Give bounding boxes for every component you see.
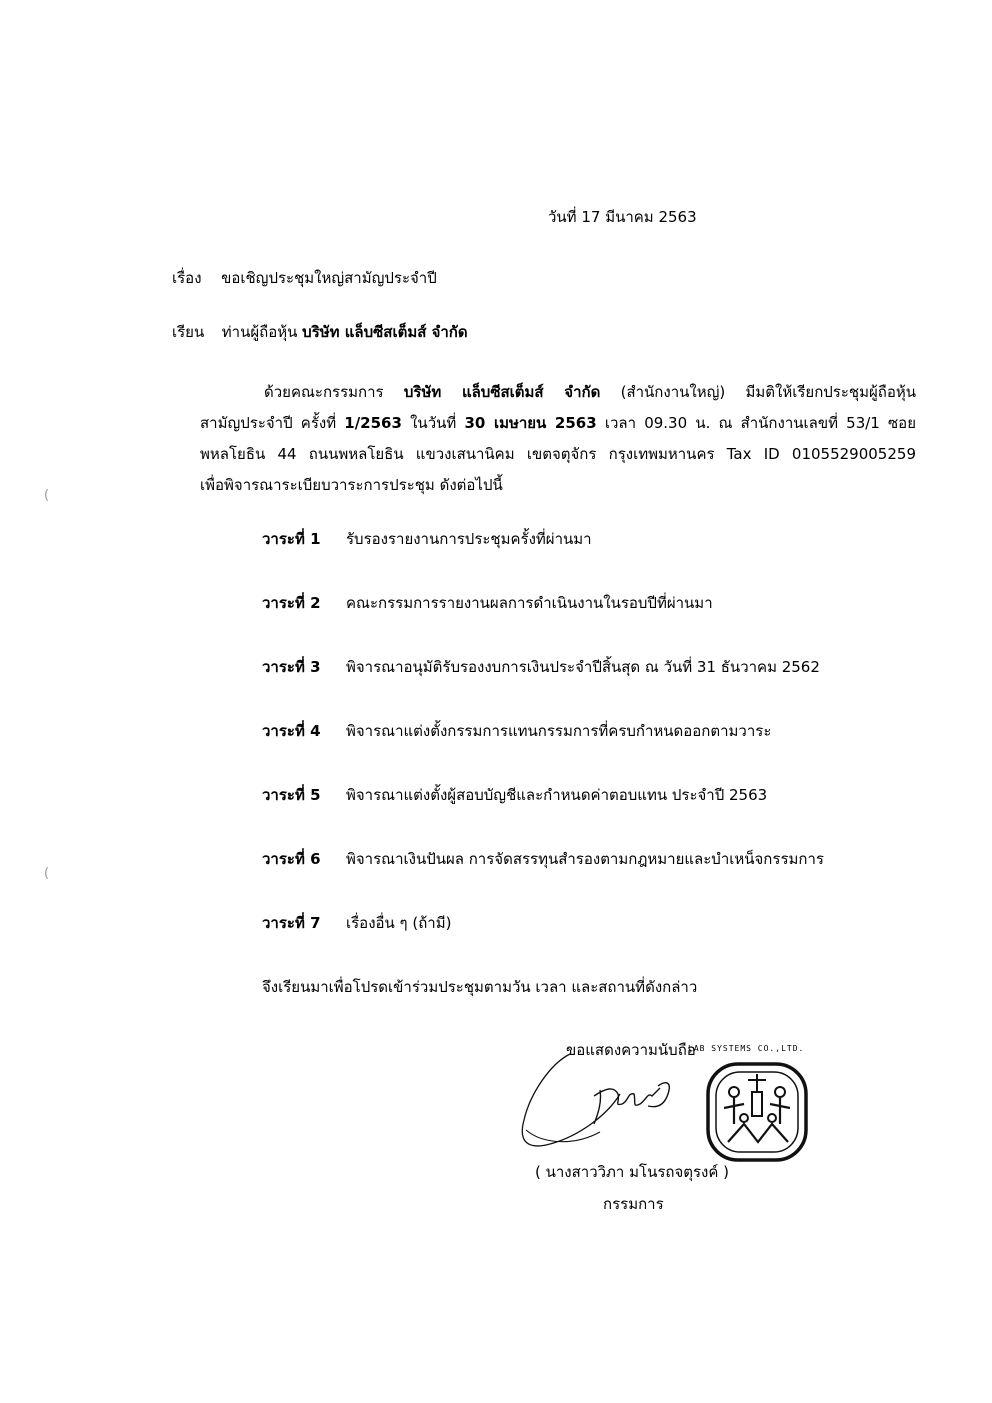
intro-line-3: พหลโยธิน 44 ถนนพหลโยธิน แขวงเสนานิคม เขตจตุจักร กรุงเทพมหานคร Tax ID 0105529005259 — [200, 445, 916, 463]
agenda-item-1 — [262, 527, 592, 551]
margin-mark: ( — [44, 866, 50, 881]
regards-line: ขอแสดงความนับถือ — [566, 1041, 696, 1059]
salutation-label: เรียน — [172, 323, 205, 341]
letter-date: วันที่ 17 มีนาคม 2563 — [548, 208, 697, 226]
signer-name: ( นางสาววิภา มโนรถจตุรงค์ ) — [535, 1163, 730, 1181]
closing-line: จึงเรียนมาเพื่อโปรดเข้าร่วมประชุมตามวัน เวลา และสถานที่ดังกล่าว — [262, 978, 698, 996]
agenda-text: รับรองรายงานการประชุมครั้งที่ผ่านมา — [346, 530, 592, 548]
subject-line — [172, 266, 437, 290]
agenda-text: เรื่องอื่น ๆ (ถ้ามี) — [346, 914, 452, 932]
agenda-text: พิจารณาแต่งตั้งกรรมการแทนกรรมการที่ครบกำหนดออกตามวาระ — [346, 722, 772, 740]
salutation-line — [172, 320, 468, 344]
agenda-item-4 — [262, 719, 771, 743]
intro-line-4: เพื่อพิจารณาระเบียบวาระการประชุม ดังต่อไปนี้ — [200, 476, 503, 494]
agenda-text: พิจารณาเงินปันผล การจัดสรรทุนสำรองตามกฎหมายและบำเหน็จกรรมการ — [346, 850, 824, 868]
company-stamp-text: LAB SYSTEMS CO.,LTD. — [688, 1044, 805, 1053]
intro-line-2: สามัญประจำปี ครั้งที่ 1/2563 ในวันที่ 30 เมษายน 2563 เวลา 09.30 น. ณ สำนักงานเลขที่ 53/1 ซอย — [200, 414, 916, 432]
margin-mark: ( — [44, 488, 50, 503]
agenda-text: พิจารณาอนุมัติรับรองงบการเงินประจำปีสิ้นสุด ณ วันที่ 31 ธันวาคม 2562 — [346, 658, 820, 676]
agenda-number: วาระที่ 6 — [262, 850, 321, 868]
salutation-company: บริษัท แล็บซีสเต็มส์ จำกัด — [302, 323, 468, 341]
salutation-text: ท่านผู้ถือหุ้น — [221, 323, 298, 341]
agenda-item-3 — [262, 655, 820, 679]
agenda-number: วาระที่ 1 — [262, 530, 321, 548]
agenda-text: คณะกรรมการรายงานผลการดำเนินงานในรอบปีที่ผ่านมา — [346, 594, 713, 612]
agenda-item-6 — [262, 847, 824, 871]
agenda-number: วาระที่ 3 — [262, 658, 321, 676]
agenda-text: พิจารณาแต่งตั้งผู้สอบบัญชีและกำหนดค่าตอบแทน ประจำปี 2563 — [346, 786, 768, 804]
intro-line-1: ด้วยคณะกรรมการ บริษัท แล็บซีสเต็มส์ จำกัด (สำนักงานใหญ่) มีมติให้เรียกประชุมผู้ถือหุ้น — [264, 383, 916, 401]
intro-paragraph — [200, 377, 916, 501]
agenda-item-2 — [262, 591, 713, 615]
agenda-number: วาระที่ 4 — [262, 722, 321, 740]
subject-label: เรื่อง — [172, 269, 202, 287]
agenda-item-5 — [262, 783, 767, 807]
subject-text: ขอเชิญประชุมใหญ่สามัญประจำปี — [221, 269, 437, 287]
agenda-item-7 — [262, 911, 451, 935]
agenda-number: วาระที่ 2 — [262, 594, 321, 612]
signer-title: กรรมการ — [603, 1195, 664, 1213]
agenda-number: วาระที่ 7 — [262, 914, 321, 932]
agenda-number: วาระที่ 5 — [262, 786, 321, 804]
